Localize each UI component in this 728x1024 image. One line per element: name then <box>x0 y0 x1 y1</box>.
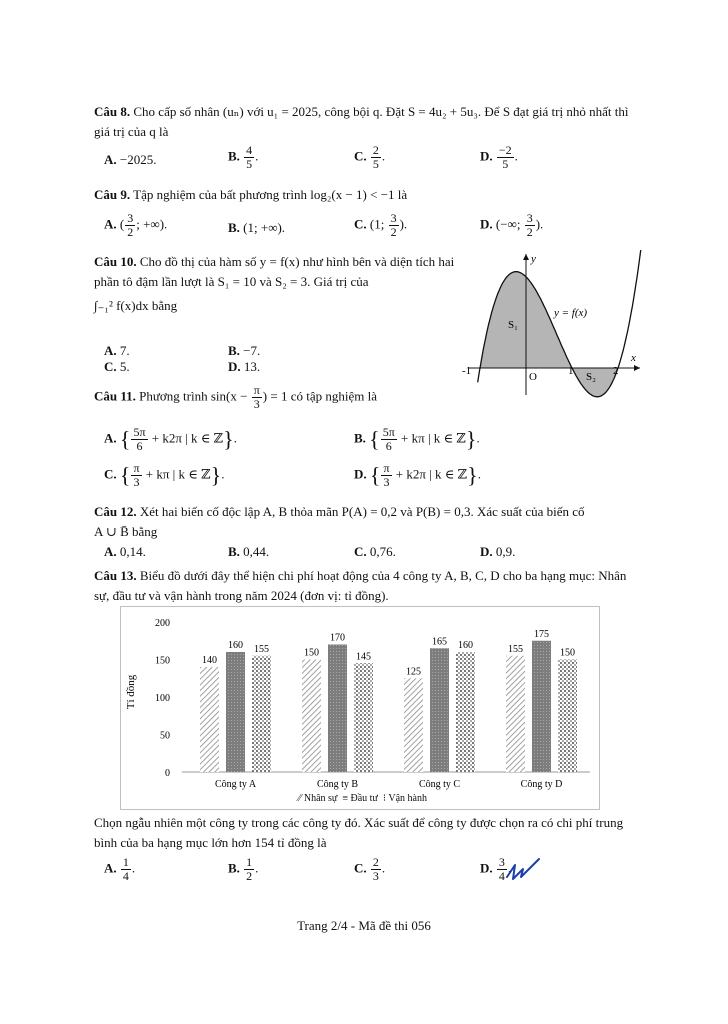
bar <box>200 667 219 772</box>
question-12-text-2: A ∪ B̄ bằng <box>94 524 158 540</box>
q13-option-a[interactable]: A. $\frac{1}{4}$ . <box>104 855 136 884</box>
x-tick-label: Công ty C <box>418 779 461 790</box>
q10-option-d[interactable]: D. 13. <box>228 359 261 374</box>
y-tick-label: 150 <box>155 655 170 667</box>
bar <box>430 648 449 772</box>
bar <box>558 660 577 773</box>
bar <box>302 660 321 773</box>
fraction: $\frac{\pi}{3}$ <box>253 383 260 412</box>
handwritten-signature <box>503 855 543 885</box>
bar <box>328 645 347 773</box>
q8-option-a[interactable]: A. −2025. <box>104 152 157 167</box>
bar <box>532 641 551 772</box>
fraction: $\frac{\pi}{3}$ <box>133 461 140 490</box>
bar-value-label: 125 <box>406 666 421 678</box>
bar-value-label: 155 <box>254 643 269 655</box>
page-footer: Trang 2/4 - Mã đề thi 056 <box>297 918 431 933</box>
q9-option-d[interactable]: D. (−∞; $\frac{3}{2}$ ). <box>480 211 544 240</box>
tick-label-minus1: -1 <box>462 365 472 377</box>
fraction: $\frac{\pi}{3}$ <box>383 461 390 490</box>
q10-option-b[interactable]: B. −7. <box>228 343 261 358</box>
bar-value-label: 170 <box>330 632 345 644</box>
bar-value-label: 145 <box>356 651 371 663</box>
question-8-label: Câu 8. <box>94 104 131 119</box>
question-9 <box>94 185 644 205</box>
question-8 <box>94 102 644 142</box>
bar-value-label: 140 <box>202 655 217 666</box>
q11-option-d[interactable]: D. { $\frac{\pi}{3}$ + k2π | k ∈ ℤ}. <box>354 461 481 490</box>
bar-value-label: 160 <box>228 640 243 651</box>
s2-label: S₂ <box>586 371 596 383</box>
question-12-text: Xét hai biến cố độc lập A, B thỏa mãn P(A) = 0,2 và P(B) = 0,3. Xác suất của biến cố <box>139 504 585 519</box>
question-13-text: Biểu đồ dưới đây thể hiện chi phí hoạt động của 4 công ty A, B, C, D cho ba hạng mục: Nhân sự, đầu tư và vận hành trong năm 2024 (đơn vị: tỉ đồng). <box>94 568 627 604</box>
q13-option-c[interactable]: C. $\frac{2}{3}$ . <box>354 855 386 884</box>
q10-option-a[interactable]: A. 7. <box>104 343 130 358</box>
y-axis-label: y <box>531 253 536 265</box>
q11-option-c[interactable]: C. { $\frac{\pi}{3}$ + kπ | k ∈ ℤ}. <box>104 461 225 490</box>
bar <box>456 652 475 772</box>
y-tick-label: 100 <box>155 693 170 704</box>
question-13-label: Câu 13. <box>94 568 137 583</box>
bar-chart <box>120 606 600 810</box>
q8-option-b[interactable]: B. $\frac{4}{5}$ . <box>228 143 259 172</box>
bar-value-label: 175 <box>534 628 549 640</box>
x-axis-arrow-icon <box>634 365 640 371</box>
y-tick-label: 50 <box>160 730 170 742</box>
y-axis-arrow-icon <box>523 254 529 260</box>
q9-option-b[interactable]: B. (1; +∞). <box>228 220 286 235</box>
q10-option-c[interactable]: C. 5. <box>104 359 130 374</box>
q12-option-b[interactable]: B. 0,44. <box>228 544 270 559</box>
question-13 <box>94 566 644 606</box>
fraction: $\frac{1}{4}$ <box>122 855 129 884</box>
bar <box>354 663 373 772</box>
q9-option-c[interactable]: C. (1; $\frac{3}{2}$ ). <box>354 211 408 240</box>
q12-option-d[interactable]: D. 0,9. <box>480 544 516 559</box>
question-9-text: Tập nghiệm của bất phương trình log₂(x − 1) < −1 là <box>133 187 408 202</box>
fraction: $\frac{1}{2}$ <box>246 855 253 884</box>
bar-value-label: 160 <box>458 640 473 651</box>
bar <box>506 656 525 772</box>
fraction: $\frac{2}{3}$ <box>372 855 379 884</box>
fraction: $\frac{5\pi}{6}$ <box>382 425 395 454</box>
bar-value-label: 150 <box>304 647 319 659</box>
question-9-label: Câu 9. <box>94 187 131 202</box>
y-tick-label: 0 <box>165 768 170 779</box>
bar-value-label: 155 <box>508 643 523 655</box>
q9-option-a[interactable]: A. ( $\frac{3}{2}$ ; +∞). <box>104 211 168 240</box>
function-graph <box>458 250 648 400</box>
fraction: $\frac{4}{5}$ <box>246 143 253 172</box>
bar-value-label: 150 <box>560 647 575 659</box>
bar-value-label: 165 <box>432 636 447 648</box>
q13-option-d[interactable]: D. $\frac{3}{4}$ . <box>480 855 512 884</box>
fraction: $\frac{2}{5}$ <box>372 143 379 172</box>
q11-option-a[interactable]: A. { $\frac{5\pi}{6}$ + k2π | k ∈ ℤ}. <box>104 425 237 454</box>
q13-option-b[interactable]: B. $\frac{1}{2}$ . <box>228 855 259 884</box>
x-tick-label: Công ty D <box>520 779 563 790</box>
question-10 <box>94 252 470 316</box>
fraction: $\frac{-2}{5}$ <box>498 143 512 172</box>
fraction: $\frac{5\pi}{6}$ <box>133 425 146 454</box>
q8-option-c[interactable]: C. $\frac{2}{5}$ . <box>354 143 386 172</box>
q12-option-c[interactable]: C. 0,76. <box>354 544 396 559</box>
chart-legend <box>298 793 427 804</box>
q11-option-b[interactable]: B. { $\frac{5\pi}{6}$ + kπ | k ∈ ℤ}. <box>354 425 480 454</box>
fraction: $\frac{3}{2}$ <box>127 211 134 240</box>
question-11: Câu 11. Phương trình sin(x − $\frac{\pi}{3}$ ) = 1 có tập nghiệm là <box>94 383 377 412</box>
question-12 <box>94 502 644 542</box>
x-tick-label: Công ty A <box>214 779 257 790</box>
s1-label: S₁ <box>508 319 518 331</box>
bar <box>226 652 245 772</box>
q8-option-d[interactable]: D. $\frac{-2}{5}$ . <box>480 143 518 172</box>
question-10-text: Cho đồ thị của hàm số y = f(x) như hình bên và diện tích hai phần tô đậm lần lượt là S₁ = 10 và S₂ = 3. Giá trị của <box>94 254 455 290</box>
legend-item-dau-tu: ≡ Đầu tư <box>342 793 378 804</box>
y-tick-label: 200 <box>155 618 170 629</box>
y-axis-label: Tỉ đồng <box>125 674 137 710</box>
question-12-label: Câu 12. <box>94 504 137 519</box>
tick-label-1: 1 <box>568 365 574 377</box>
legend-item-van-hanh: ⁝ Vận hành <box>382 793 427 804</box>
bar <box>404 678 423 772</box>
fraction: $\frac{3}{2}$ <box>526 211 533 240</box>
x-tick-label: Công ty B <box>316 779 359 790</box>
question-8-text: Cho cấp số nhân (uₙ) với u₁ = 2025, công bội q. Đặt S = 4u₂ + 5u₃. Để S đạt giá trị nhỏ nhất thì giá trị của q là <box>94 104 629 140</box>
fraction: $\frac{3}{4}$ <box>498 855 505 884</box>
curve-label: y = f(x) <box>554 307 588 319</box>
legend-item-nhan-su: ⁄⁄ Nhân sự <box>298 793 338 804</box>
question-13-prompt: Chọn ngẫu nhiên một công ty trong các công ty đó. Xác suất để công ty được chọn ra có chi phí trung bình của ba hạng mục lớn hơn 154 tỉ đồng là <box>94 815 624 851</box>
origin-label: O <box>529 371 537 383</box>
x-axis-label: x <box>631 352 636 364</box>
question-11-label: Câu 11. <box>94 388 136 404</box>
fraction: $\frac{3}{2}$ <box>390 211 397 240</box>
question-10-label: Câu 10. <box>94 254 137 269</box>
tick-label-2: 2 <box>613 365 619 377</box>
q12-option-a[interactable]: A. 0,14. <box>104 544 146 559</box>
bar <box>252 656 271 772</box>
question-10-integral: ∫₋₁² f(x)dx bằng <box>94 298 178 314</box>
